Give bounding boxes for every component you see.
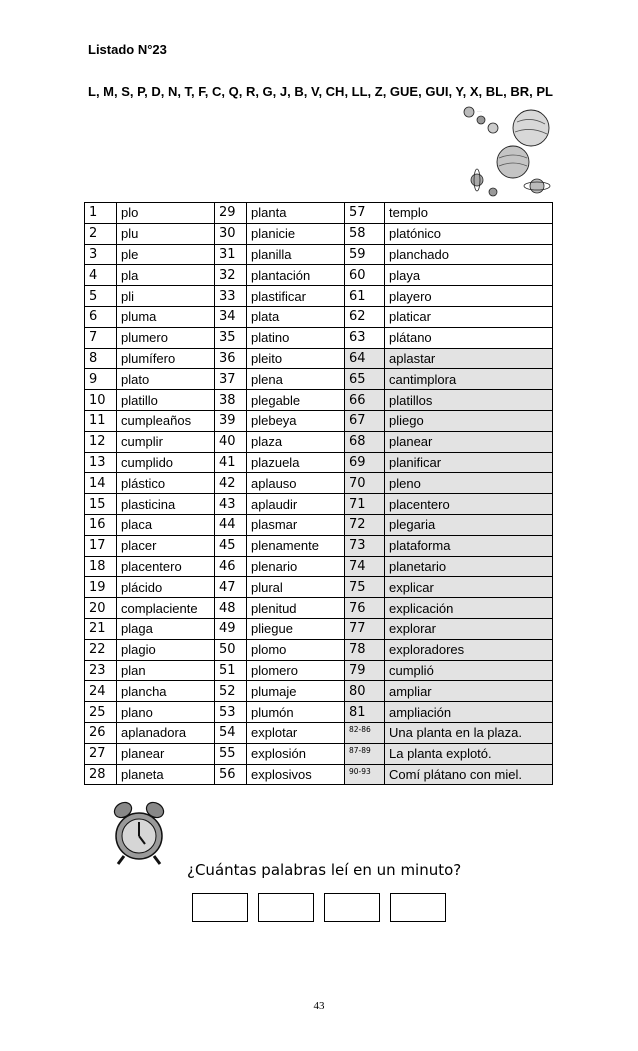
table-row [85,265,553,286]
table-row [85,660,553,681]
word-cell: playa [385,265,553,286]
word-number: 74 [345,556,385,577]
word-cell: planicie [247,223,345,244]
word-number: 11 [85,410,117,431]
word-cell: plancha [117,681,215,702]
word-number: 80 [345,681,385,702]
word-cell: explosivos [247,764,345,785]
word-number: 7 [85,327,117,348]
word-cell: plegable [247,390,345,411]
word-number: 69 [345,452,385,473]
table-row [85,722,553,743]
word-cell: pluma [117,306,215,327]
word-cell: aplaudir [247,494,345,515]
table-row [85,494,553,515]
table-row [85,410,553,431]
word-number: 44 [215,514,247,535]
word-number: 27 [85,743,117,764]
word-number: 34 [215,306,247,327]
word-number: 21 [85,618,117,639]
word-cell: complaciente [117,598,215,619]
table-row [85,244,553,265]
word-number: 62 [345,306,385,327]
word-number: 43 [215,494,247,515]
answer-box[interactable] [258,893,314,922]
word-number: 70 [345,473,385,494]
table-row [85,327,553,348]
word-cell: explorar [385,618,553,639]
word-cell: planetario [385,556,553,577]
word-number: 61 [345,286,385,307]
word-cell: plo [117,203,215,224]
word-number: 71 [345,494,385,515]
word-number: 63 [345,327,385,348]
word-cell: plazuela [247,452,345,473]
word-cell: plumífero [117,348,215,369]
word-cell: placer [117,535,215,556]
word-cell: plural [247,577,345,598]
word-cell: pliego [385,410,553,431]
word-cell: cumplir [117,431,215,452]
word-cell: plegaria [385,514,553,535]
word-number: 90-93 [345,764,385,785]
word-cell: ple [117,244,215,265]
word-cell: plaga [117,618,215,639]
word-cell: plastificar [247,286,345,307]
word-cell: Comí plátano con miel. [385,764,553,785]
word-number: 39 [215,410,247,431]
word-cell: planeta [117,764,215,785]
word-cell: plano [117,702,215,723]
word-cell: Una planta en la plaza. [385,722,553,743]
word-number: 19 [85,577,117,598]
answer-box[interactable] [324,893,380,922]
word-number: 79 [345,660,385,681]
word-cell: pleito [247,348,345,369]
page-number: 43 [313,1000,325,1012]
word-number: 55 [215,743,247,764]
word-number: 45 [215,535,247,556]
table-row [85,618,553,639]
alarm-clock-icon [110,800,168,868]
table-row [85,598,553,619]
word-cell: placa [117,514,215,535]
word-number: 82-86 [345,722,385,743]
word-number: 46 [215,556,247,577]
word-cell: ampliar [385,681,553,702]
word-cell: plata [247,306,345,327]
table-row [85,369,553,390]
word-number: 24 [85,681,117,702]
word-number: 38 [215,390,247,411]
word-cell: plasmar [247,514,345,535]
word-cell: plástico [117,473,215,494]
word-cell: plumón [247,702,345,723]
word-number: 72 [345,514,385,535]
word-cell: planchado [385,244,553,265]
word-cell: plumaje [247,681,345,702]
table-row [85,702,553,723]
table-row [85,514,553,535]
answer-box[interactable] [390,893,446,922]
answer-box[interactable] [192,893,248,922]
word-cell: plan [117,660,215,681]
word-number: 65 [345,369,385,390]
word-number: 73 [345,535,385,556]
word-number: 50 [215,639,247,660]
word-number: 5 [85,286,117,307]
word-cell: plataforma [385,535,553,556]
word-cell: placentero [117,556,215,577]
word-number: 36 [215,348,247,369]
table-row [85,639,553,660]
word-number: 23 [85,660,117,681]
word-cell: explicación [385,598,553,619]
word-cell: plebeya [247,410,345,431]
list-title: Listado N°23 [88,42,167,57]
table-row [85,556,553,577]
word-number: 20 [85,598,117,619]
table-row [85,223,553,244]
word-cell: cumplió [385,660,553,681]
word-number: 37 [215,369,247,390]
word-number: 49 [215,618,247,639]
word-number: 22 [85,639,117,660]
word-number: 4 [85,265,117,286]
word-cell: platino [247,327,345,348]
word-cell: pliegue [247,618,345,639]
word-number: 42 [215,473,247,494]
word-cell: plena [247,369,345,390]
word-number: 9 [85,369,117,390]
word-cell: platicar [385,306,553,327]
word-cell: cantimplora [385,369,553,390]
word-number: 40 [215,431,247,452]
table-row [85,681,553,702]
word-number: 1 [85,203,117,224]
word-cell: aplauso [247,473,345,494]
word-cell: plu [117,223,215,244]
table-row [85,286,553,307]
word-number: 8 [85,348,117,369]
word-number: 53 [215,702,247,723]
table-row [85,452,553,473]
word-number: 29 [215,203,247,224]
word-cell: planta [247,203,345,224]
letters-list: L, M, S, P, D, N, T, F, C, Q, R, G, J, B, V, CH, LL, Z, GUE, GUI, Y, X, BL, BR, PL [88,84,553,99]
table-row [85,764,553,785]
table-row [85,431,553,452]
table-row [85,577,553,598]
word-number: 18 [85,556,117,577]
word-number: 77 [345,618,385,639]
word-cell: plomo [247,639,345,660]
word-cell: plátano [385,327,553,348]
word-cell: explotar [247,722,345,743]
word-cell: pli [117,286,215,307]
word-number: 57 [345,203,385,224]
word-cell: explosión [247,743,345,764]
word-cell: plomero [247,660,345,681]
word-cell: plasticina [117,494,215,515]
table-row [85,743,553,764]
word-cell: La planta explotó. [385,743,553,764]
word-number: 66 [345,390,385,411]
word-number: 28 [85,764,117,785]
word-number: 30 [215,223,247,244]
word-cell: platillo [117,390,215,411]
word-cell: plato [117,369,215,390]
word-number: 58 [345,223,385,244]
reading-question: ¿Cuántas palabras leí en un minuto? [187,861,462,879]
word-number: 47 [215,577,247,598]
word-number: 14 [85,473,117,494]
table-row [85,390,553,411]
word-cell: plagio [117,639,215,660]
word-cell: plácido [117,577,215,598]
word-number: 41 [215,452,247,473]
word-number: 87-89 [345,743,385,764]
word-cell: pla [117,265,215,286]
word-number: 60 [345,265,385,286]
table-row [85,306,553,327]
word-cell: exploradores [385,639,553,660]
word-number: 16 [85,514,117,535]
word-cell: planear [117,743,215,764]
word-number: 33 [215,286,247,307]
word-cell: planificar [385,452,553,473]
word-cell: plenamente [247,535,345,556]
word-cell: plantación [247,265,345,286]
word-number: 76 [345,598,385,619]
word-cell: templo [385,203,553,224]
word-number: 31 [215,244,247,265]
word-number: 48 [215,598,247,619]
word-cell: plaza [247,431,345,452]
word-number: 15 [85,494,117,515]
word-number: 64 [345,348,385,369]
word-number: 26 [85,722,117,743]
word-cell: aplanadora [117,722,215,743]
word-cell: explicar [385,577,553,598]
word-number: 78 [345,639,385,660]
word-number: 17 [85,535,117,556]
word-number: 13 [85,452,117,473]
word-cell: playero [385,286,553,307]
table-row [85,473,553,494]
word-number: 56 [215,764,247,785]
word-cell: platillos [385,390,553,411]
word-cell: plenario [247,556,345,577]
word-cell: cumplido [117,452,215,473]
word-table [84,202,553,785]
word-number: 35 [215,327,247,348]
word-cell: plenitud [247,598,345,619]
word-cell: planear [385,431,553,452]
planets-icon [455,100,555,202]
word-number: 3 [85,244,117,265]
word-number: 32 [215,265,247,286]
word-cell: planilla [247,244,345,265]
table-row [85,203,553,224]
word-cell: plumero [117,327,215,348]
word-cell: platónico [385,223,553,244]
table-row [85,348,553,369]
word-number: 81 [345,702,385,723]
word-number: 68 [345,431,385,452]
table-row [85,535,553,556]
word-cell: ampliación [385,702,553,723]
svg-text:·····: ····· [477,109,482,113]
word-number: 59 [345,244,385,265]
word-number: 6 [85,306,117,327]
word-number: 12 [85,431,117,452]
word-cell: cumpleaños [117,410,215,431]
word-cell: placentero [385,494,553,515]
word-number: 10 [85,390,117,411]
word-cell: aplastar [385,348,553,369]
word-number: 52 [215,681,247,702]
word-number: 2 [85,223,117,244]
word-number: 25 [85,702,117,723]
word-cell: pleno [385,473,553,494]
word-number: 67 [345,410,385,431]
word-number: 75 [345,577,385,598]
word-number: 51 [215,660,247,681]
word-number: 54 [215,722,247,743]
